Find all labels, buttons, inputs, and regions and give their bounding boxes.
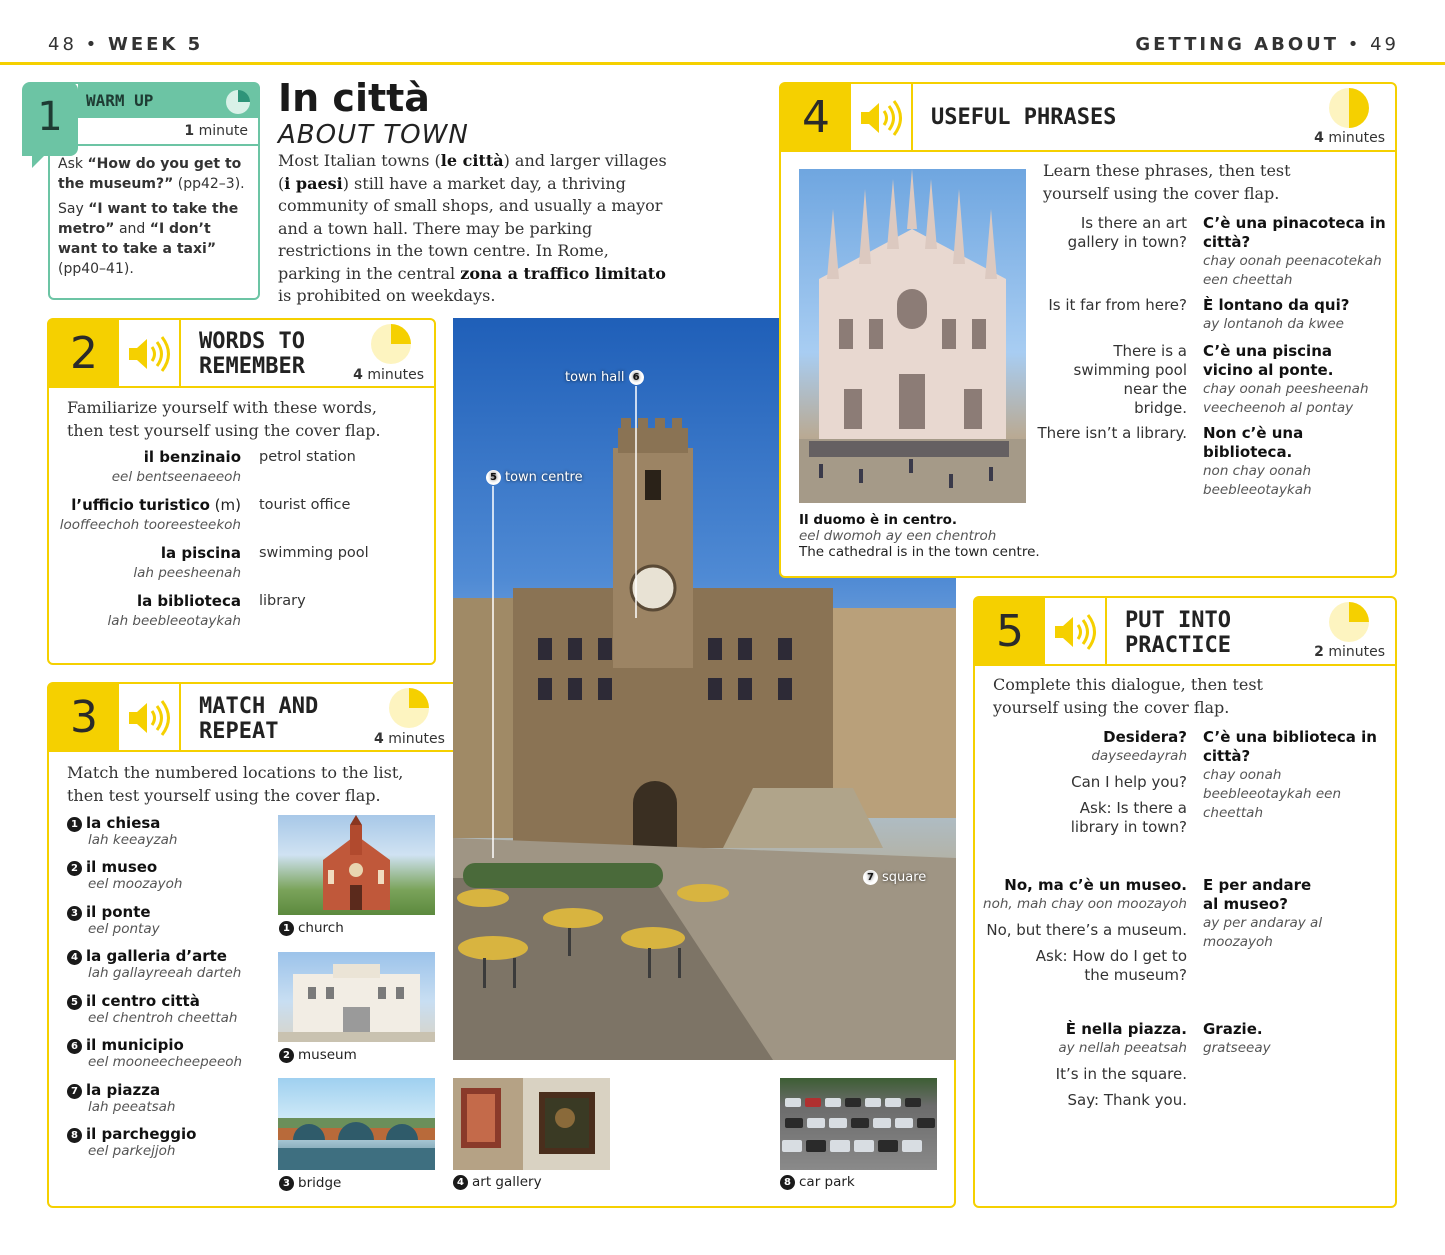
dialogue-line: È nella piazza. ay nellah peeatsah It’s in the square. Say: Thank you. [1055,1020,1187,1109]
match-item: 2 il museo eel moozayoh [67,858,183,892]
art-gallery-photo [453,1078,610,1170]
cathedral-caption: Il duomo è in centro. eel dwomoh ay een chentroh The cathedral is in the town centre. [799,512,1040,560]
word-italian: il benzinaio [143,448,241,466]
match-timer-icon [389,688,429,728]
museum-caption: 2 museum [279,1047,357,1063]
words-audio[interactable] [119,320,181,386]
practice-number: 5 [975,598,1045,664]
header-rule [0,62,1445,65]
match-audio[interactable] [119,684,181,750]
practice-section [973,596,1397,1208]
match-item: 1 la chiesa lah keeayzah [67,814,177,848]
speaker-icon[interactable] [119,320,181,388]
phrases-timer-icon [1329,88,1369,128]
words-intro: Familiarize yourself with these words, then test yourself using the cover flap. [67,398,381,440]
intro-paragraph: Most Italian towns (le città) and larger villages (i paesi) still have a market day, a thriving community of small shops, and usually a mayor and a town hall. There may be parking restrictions in the town centre. In Rome, parking in the central zona a traffico limitato is prohibited on weekdays. [278,151,667,305]
word-english: library [259,593,306,609]
dialogue-answer: Grazie. gratseeay [1203,1020,1271,1056]
dialogue-line: No, ma c’è un museo. noh, mah chay oon moozayoh No, but there’s a museum. Ask: How do I get to the museum? [983,876,1187,984]
right-page-header: GETTING ABOUT • 49 [1135,34,1399,55]
words-minutes: 4 minutes [353,367,424,383]
words-title: WORDS TO REMEMBER [199,329,305,379]
right-page-number: 49 [1370,34,1399,55]
words-header [49,320,434,388]
phrases-section [779,82,1397,578]
words-number: 2 [49,320,119,386]
word-row [49,592,434,640]
match-item: 3 il ponte eel pontay [67,903,160,937]
phrases-header [781,84,1395,152]
phrases-intro: Learn these phrases, then test yourself using the cover flap. [1043,161,1291,203]
speaker-icon[interactable] [1045,598,1107,666]
phrase-italian: È lontano da qui? [1203,296,1350,314]
left-page-header: 48 • WEEK 5 [48,34,204,55]
match-minutes: 4 minutes [374,731,445,747]
phrase-pronunciation: chay oonah peenacotekah een cheettah [1203,253,1382,288]
phrases-title: USEFUL PHRASES [931,105,1117,130]
phrases-number: 4 [781,84,851,150]
right-header-label: GETTING ABOUT [1135,34,1340,55]
phrase-pronunciation: non chay oonah beebleeotaykah [1203,463,1312,498]
art-gallery-caption: 4 art gallery [453,1174,542,1190]
warmup-rule [50,144,258,146]
warmup-number: 1 [37,94,63,140]
phrase-pronunciation: chay oonah peesheenah veecheenoh al pontay [1203,381,1369,416]
warmup-badge-tail [32,152,48,168]
phrase-pronunciation: ay lontanoh da kwee [1203,316,1344,332]
phrase-english: There isn’t a library. [1037,424,1187,442]
dialogue-line: Desidera? dayseedayrah Can I help you? Ask: Is there a library in town? [1070,728,1187,836]
left-header-label: WEEK 5 [107,34,204,55]
warmup-section [22,82,260,302]
word-english: petrol station [259,449,356,465]
match-item: 6 il municipio eel mooneecheepeeoh [67,1036,242,1070]
word-pronunciation: eel bentseenaeeoh [111,469,241,485]
match-title: MATCH AND REPEAT [199,694,319,744]
left-page-number: 48 [48,34,77,55]
phrases-minutes: 4 minutes [1314,130,1385,146]
match-number: 3 [49,684,119,750]
town-centre-label: 5 town centre [486,470,583,485]
words-section [47,318,436,665]
dialogue-answer: E per andare al museo? ay per andaray al moozayoh [1203,876,1323,950]
warmup-title: WARM UP [86,91,154,110]
warmup-text: Ask “How do you get to the museum?” (pp42–3). Say “I want to take the metro” and “I don’t want to take a taxi” (pp40–41). [58,156,245,277]
intro-subtitle: ABOUT TOWN [278,120,469,150]
practice-audio[interactable] [1045,598,1107,664]
practice-minutes: 2 minutes [1314,644,1385,660]
dialogue-answer: C’è una biblioteca in città? chay oonah beebleeotaykah een cheettah [1203,728,1377,821]
warmup-minutes: 1 minute [184,123,248,139]
practice-title: PUT INTO PRACTICE [1125,608,1231,658]
cathedral-photo [799,169,1026,503]
square-label: 7 square [863,870,926,885]
word-pronunciation: lah beebleeotaykah [107,613,241,629]
church-photo [278,815,435,915]
match-header [49,684,454,752]
phrase-english: Is it far from here? [1048,296,1187,314]
car-park-photo [780,1078,937,1170]
word-italian: la piscina [160,544,241,562]
warmup-timer-icon [226,90,250,114]
museum-photo [278,952,435,1042]
speaker-icon[interactable] [119,684,181,752]
word-row [49,448,434,496]
word-italian: la biblioteca [136,592,241,610]
bridge-caption: 3 bridge [279,1175,341,1191]
church-caption: 1 church [279,920,344,936]
phrase-italian: C’è una piscina vicino al ponte. [1203,342,1334,379]
bridge-photo [278,1078,435,1170]
car-park-caption: 8 car park [780,1174,855,1190]
word-pronunciation: looffeechoh tooreesteekoh [59,517,241,533]
phrase-english: Is there an art gallery in town? [1067,214,1187,251]
practice-timer-icon [1329,602,1369,642]
intro-title: In città [278,76,430,120]
phrase-english: There is a swimming pool near the bridge. [1073,342,1187,417]
phrase-italian: Non c’è una biblioteca. [1203,424,1304,461]
phrase-italian: C’è una pinacoteca in città? [1203,214,1386,251]
word-row [49,544,434,592]
phrases-audio[interactable] [851,84,913,150]
match-intro: Match the numbered locations to the list, then test yourself using the cover flap. [67,763,404,805]
practice-intro: Complete this dialogue, then test yourself using the cover flap. [993,675,1263,717]
town-hall-label: town hall 6 [565,370,648,385]
words-timer-icon [371,324,411,364]
word-english: tourist office [259,497,351,513]
word-english: swimming pool [259,545,369,561]
word-pronunciation: lah peesheenah [133,565,241,581]
match-item: 4 la galleria d’arte lah gallayreeah darteh [67,947,241,981]
match-item: 5 il centro città eel chentroh cheettah [67,992,237,1026]
warmup-title-bar [78,84,258,118]
word-row [49,496,434,544]
practice-header [975,598,1395,666]
match-item: 7 la piazza lah peeatsah [67,1081,175,1115]
match-item: 8 il parcheggio eel parkejjoh [67,1125,196,1159]
word-italian: l’ufficio turistico (m) [71,496,241,514]
speaker-icon[interactable] [851,84,913,152]
